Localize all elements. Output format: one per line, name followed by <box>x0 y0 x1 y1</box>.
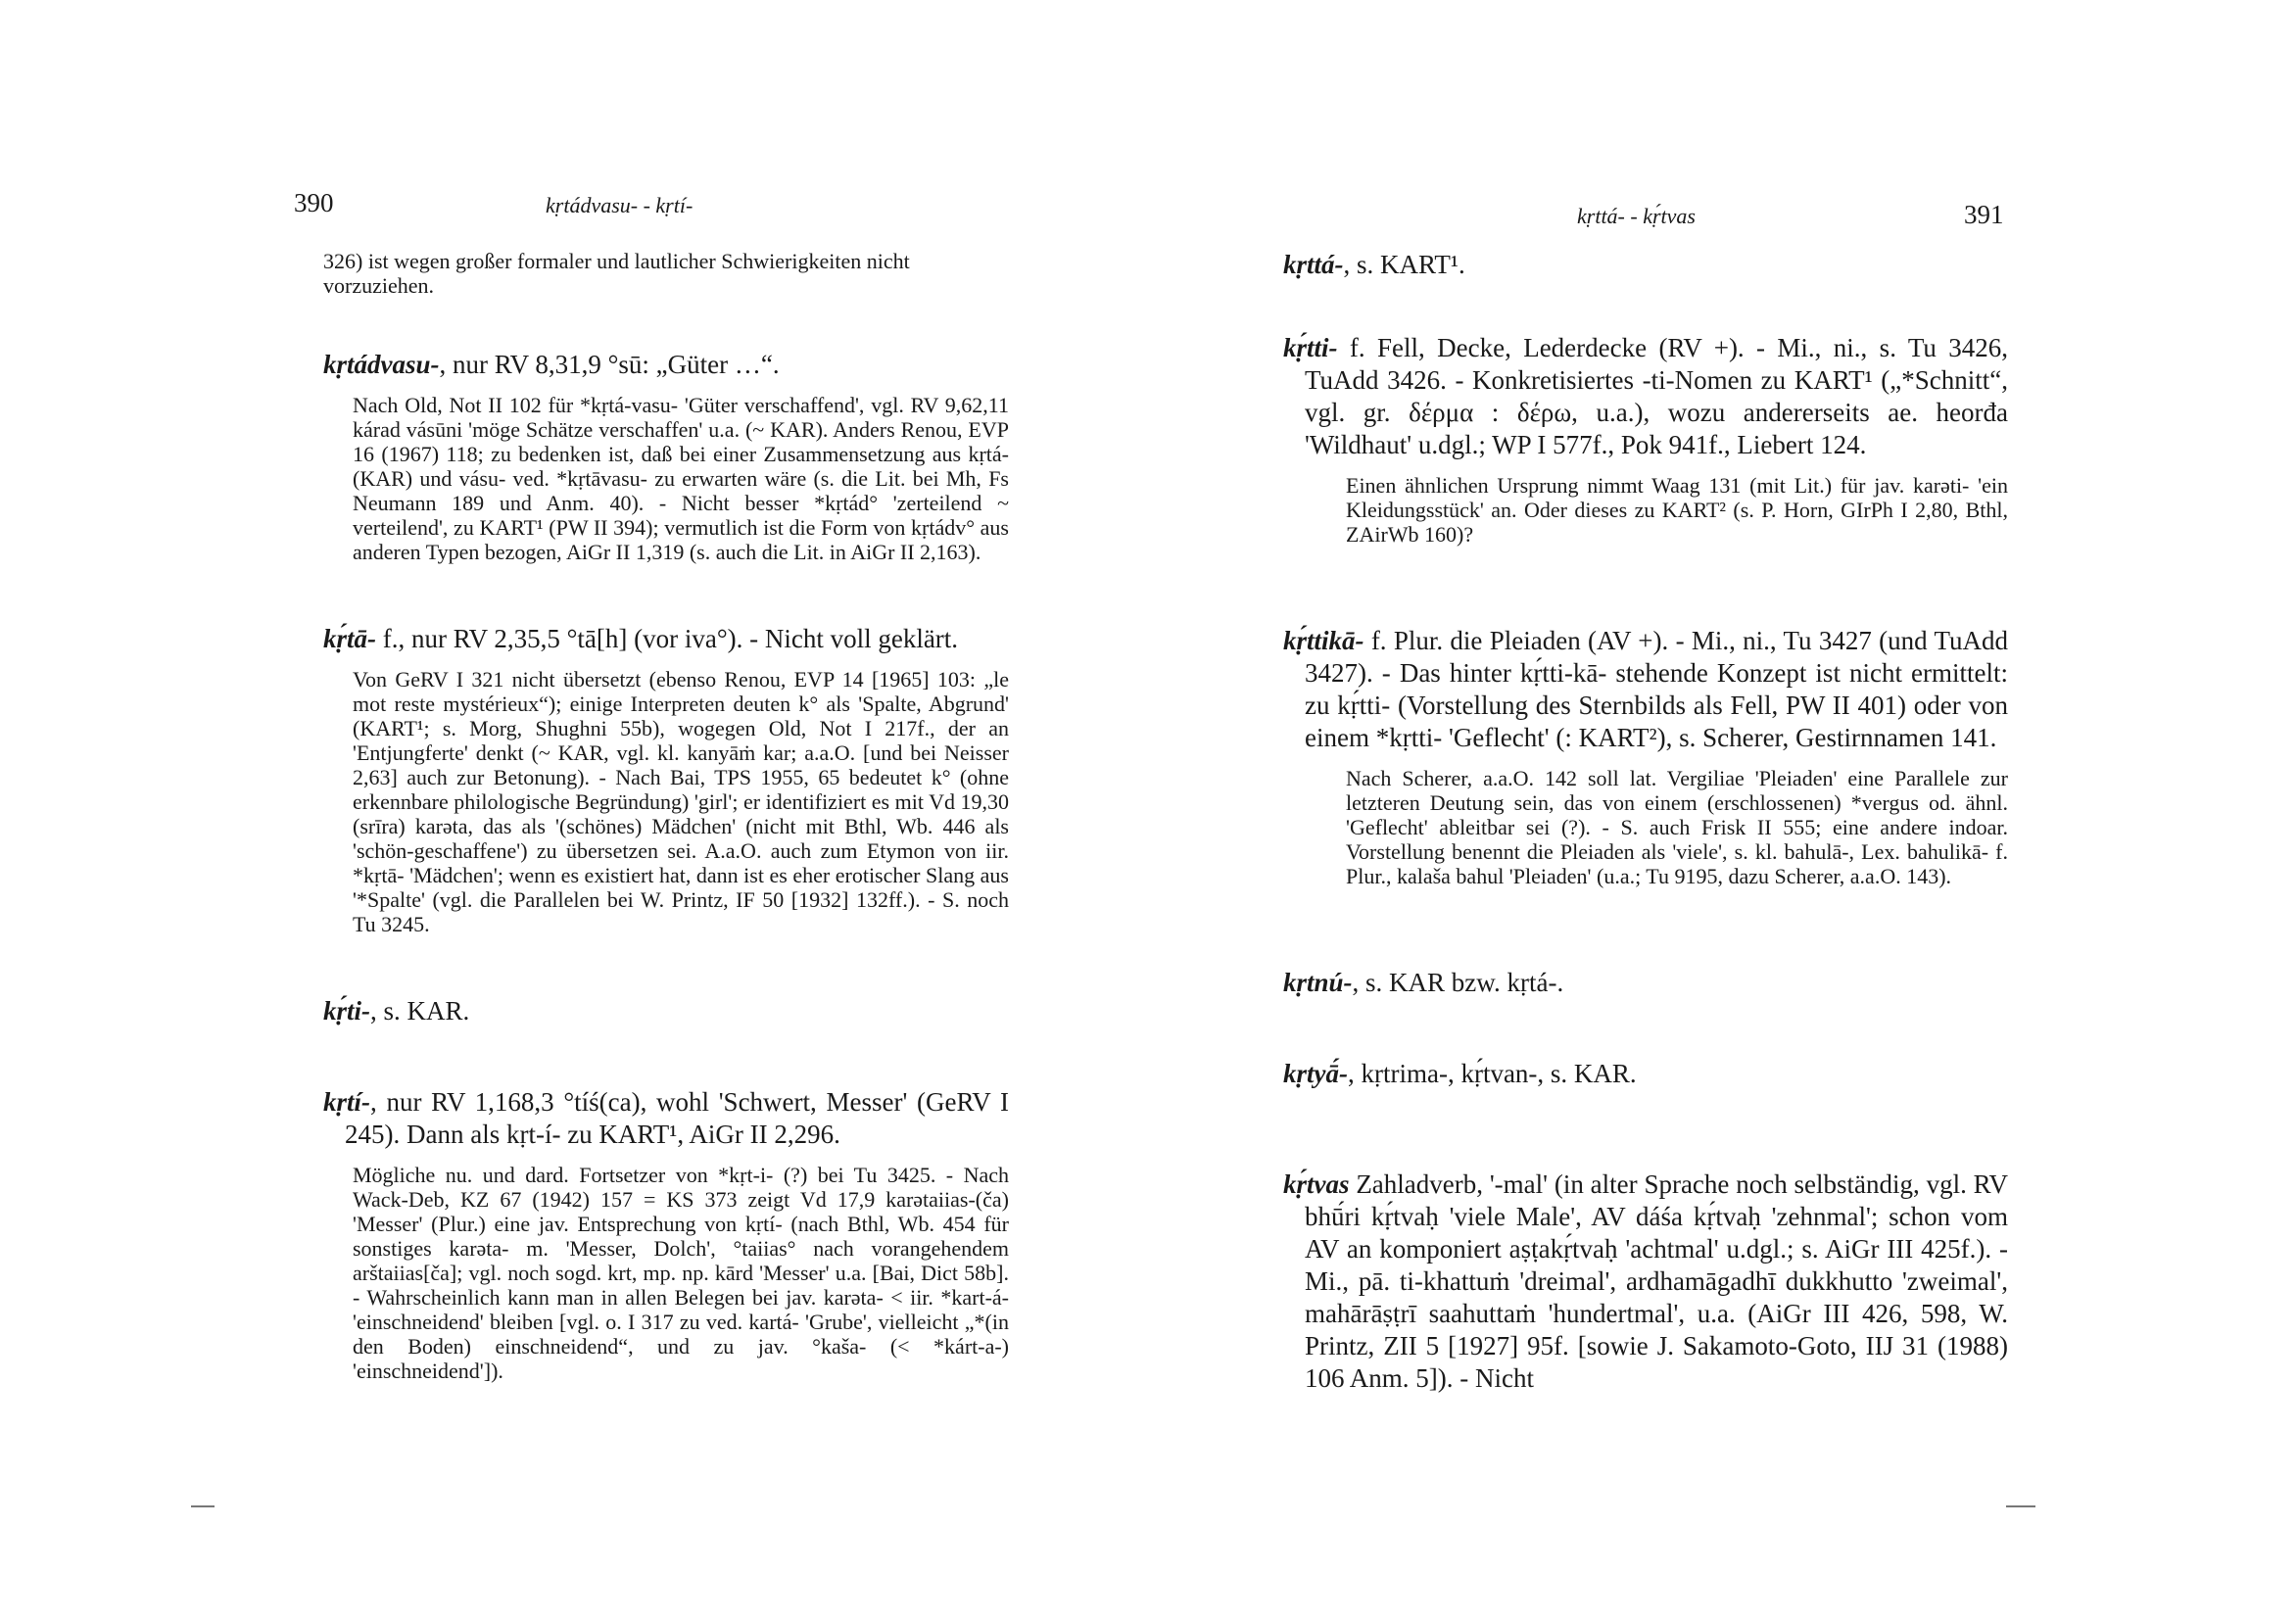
definition: Zahladverb, '-mal' (in alter Sprache noch selbständig, vgl. RV bhū́ri kṛ́tvaḥ 'viele Male', AV dáśa kṛ́tvaḥ 'zehnmal'; schon vom AV an komponiert aṣṭakṛ́tvaḥ 'achtmal' u.dgl.; s. AiGr III 425f.). - Mi., pā. ti-khattuṁ 'dreimal', ardhamāgadhī dukkhutto 'zweimal', mahārāṣṭrī saahuttaṁ 'hundertmal', u.a. (AiGr III 426, 598, W. Printz, ZII 5 [1927] 95f. [sowie J. Sakamoto-Goto, IIJ 31 (1988) 106 Anm. 5]). - Nicht <box>1305 1169 2008 1393</box>
scan-mark <box>2006 1505 2035 1507</box>
headword: kṛtnú- <box>1283 968 1353 997</box>
entry-note: Mögliche nu. und dard. Fortsetzer von *kṛt-i- (?) bei Tu 3425. - Nach Wack-Deb, KZ 67 (1942) 157 = KS 373 zeigt Vd 17,9 karətaiias-(ča) 'Messer' (Plur.) eine jav. Entsprechung von kṛtí- (nach Bthl, Wb. 454 für sonstiges karəta- m. 'Messer, Dolch', °taiias° nach vorangehendem arštaiias[ča]; vgl. noch sogd. krt, mp. np. kārd 'Messer' u.a. [Bai, Dict 58b]. - Wahrscheinlich kann man in allen Belegen bei jav. karəta- < iir. *kart-á- 'einschneidend' bleiben [vgl. o. I 317 zu ved. kartá- 'Grube', vielleicht „*(in den Boden) einschneidend“, und zu jav. °kaša- (< *kárt-a-) 'einschneidend']). <box>353 1163 1009 1383</box>
dictionary-entry <box>323 349 1009 564</box>
headword: kṛtí- <box>323 1087 371 1117</box>
definition: f. Plur. die Pleiaden (AV +). - Mi., ni., Tu 3427 (und TuAdd 3427). - Das hinter kṛ́tti-kā- stehende Konzept ist nicht ermittelt: zu kṛ́tti- (Vorstellung des Sternbilds als Fell, PW II 401) oder von einem *kṛtti- 'Geflecht' (: KART²), s. Scherer, Gestirnnamen 141. <box>1305 626 2008 752</box>
right-page-body <box>1283 249 2008 1395</box>
definition: f., nur RV 2,35,5 °tā[h] (vor iva°). - Nicht voll geklärt. <box>376 624 959 653</box>
dictionary-entry <box>1283 1058 2008 1090</box>
entry-note: Einen ähnlichen Ursprung nimmt Waag 131 (mit Lit.) für jav. karəti- 'ein Kleidungsstück' an. Oder dieses zu KART² (s. P. Horn, GIrPh I 2,80, Bthl, ZAirWb 160)? <box>1346 473 2008 547</box>
dictionary-entry <box>1283 625 2008 888</box>
entry-note: Von GeRV I 321 nicht übersetzt (ebenso Renou, EVP 14 [1965] 103: „le mot reste mystérieux“); einige Interpreten deuten k° als 'Spalte, Abgrund' (KART¹; s. Morg, Shughni 55b), wogegen Old, Not I 217f., der an 'Entjungferte' denkt (~ KAR, vgl. kl. kanyāṁ kar; a.a.O. [und bei Neisser 2,63] auch zur Betonung). - Nach Bai, TPS 1955, 65 bedeutet k° (ohne erkennbare philologische Begründung) 'girl'; er identifiziert es mit Vd 19,30 (srīra) karəta, das als '(schönes) Mädchen' (nicht mit Bthl, Wb. 446 als 'schön-geschaffene') zu übersetzen sei. A.a.O. auch zum Etymon von iir. *kṛtā- 'Mädchen'; wenn es existiert hat, dann ist es eher erotischer Slang aus '*Spalte' (vgl. die Parallelen bei W. Printz, IF 50 [1932] 132ff.). - S. noch Tu 3245. <box>353 667 1009 936</box>
headword: kṛtádvasu- <box>323 350 440 379</box>
continuation-text: 326) ist wegen großer formaler und lautlicher Schwierigkeiten nicht vorzuziehen. <box>323 249 910 298</box>
left-page <box>284 0 1009 1622</box>
definition: f. Fell, Decke, Lederdecke (RV +). - Mi., ni., s. Tu 3426, TuAdd 3426. - Konkretisiertes -ti-Nomen zu KART¹ („*Schnitt“, vgl. gr. δέρμα : δέρω, u.a.), wozu andererseits ae. heorđa 'Wildhaut' u.dgl.; WP I 577f., Pok 941f., Liebert 124. <box>1305 333 2008 459</box>
dictionary-entry <box>1283 249 2008 281</box>
definition: , nur RV 1,168,3 °tíś(ca), wohl 'Schwert, Messer' (GeRV I 245). Dann als kṛt-í- zu KART¹, AiGr II 2,296. <box>345 1087 1009 1149</box>
dictionary-entry <box>323 1086 1009 1383</box>
running-head: kṛtádvasu- - kṛtí- <box>546 193 694 217</box>
entry-note: Nach Scherer, a.a.O. 142 soll lat. Vergiliae 'Pleiaden' eine Parallele zur letzteren Deutung sein, das von einem (erschlossenen) *vergus od. ähnl. 'Geflecht' ableitbar sei (?). - S. auch Frisk II 555; eine andere indoar. Vorstellung benennt die Pleiaden als 'viele', s. kl. bahulā-, Lex. bahulikā- f. Plur., kalaša bahul 'Pleiaden' (u.a.; Tu 9195, dazu Scherer, a.a.O. 143). <box>1346 766 2008 888</box>
dictionary-entry <box>1283 967 2008 999</box>
headword: kṛtyā́- <box>1283 1059 1348 1088</box>
definition: , s. KAR bzw. kṛtá-. <box>1352 968 1564 997</box>
scan-mark <box>191 1505 215 1507</box>
definition: , s. KART¹. <box>1343 250 1465 279</box>
running-head: kṛttá- - kṛ́tvas <box>1577 204 1696 228</box>
definition: , nur RV 8,31,9 °sū: „Güter …“. <box>439 350 780 379</box>
headword: kṛ́ttikā- <box>1283 626 1364 655</box>
headword: kṛ́tvas <box>1283 1169 1350 1199</box>
page-number: 391 <box>1964 200 2004 229</box>
left-page-body <box>323 249 1009 1383</box>
dictionary-entry <box>323 623 1009 936</box>
page-number: 390 <box>294 188 334 217</box>
right-page <box>1283 0 2008 1622</box>
headword: kṛttá- <box>1283 250 1344 279</box>
headword: kṛ́tā- <box>323 624 376 653</box>
entry-note: Nach Old, Not II 102 für *kṛtá-vasu- 'Güter verschaffend', vgl. RV 9,62,11 kárad vásūni 'möge Schätze verschaffen' u.a. (~ KAR). Anders Renou, EVP 16 (1967) 118; zu bedenken ist, daß bei einer Zusammensetzung aus kṛtá- (KAR) und vásu- ved. *kṛtāvasu- zu erwarten wäre (s. die Lit. bei Mh, Fs Neumann 189 und Anm. 40). - Nicht besser *kṛtád° 'zerteilend ~ verteilend', zu KART¹ (PW II 394); vermutlich ist die Form von kṛtádv° aus anderen Typen bezogen, AiGr II 1,319 (s. auch die Lit. in AiGr II 2,163). <box>353 393 1009 564</box>
dictionary-entry <box>1283 1169 2008 1395</box>
dictionary-entry <box>1283 332 2008 547</box>
definition: , s. KAR. <box>370 996 470 1026</box>
definition: , kṛtrima-, kṛ́tvan-, s. KAR. <box>1347 1059 1637 1088</box>
dictionary-entry <box>323 995 1009 1027</box>
headword: kṛ́ti- <box>323 996 371 1026</box>
headword: kṛ́tti- <box>1283 333 1338 362</box>
